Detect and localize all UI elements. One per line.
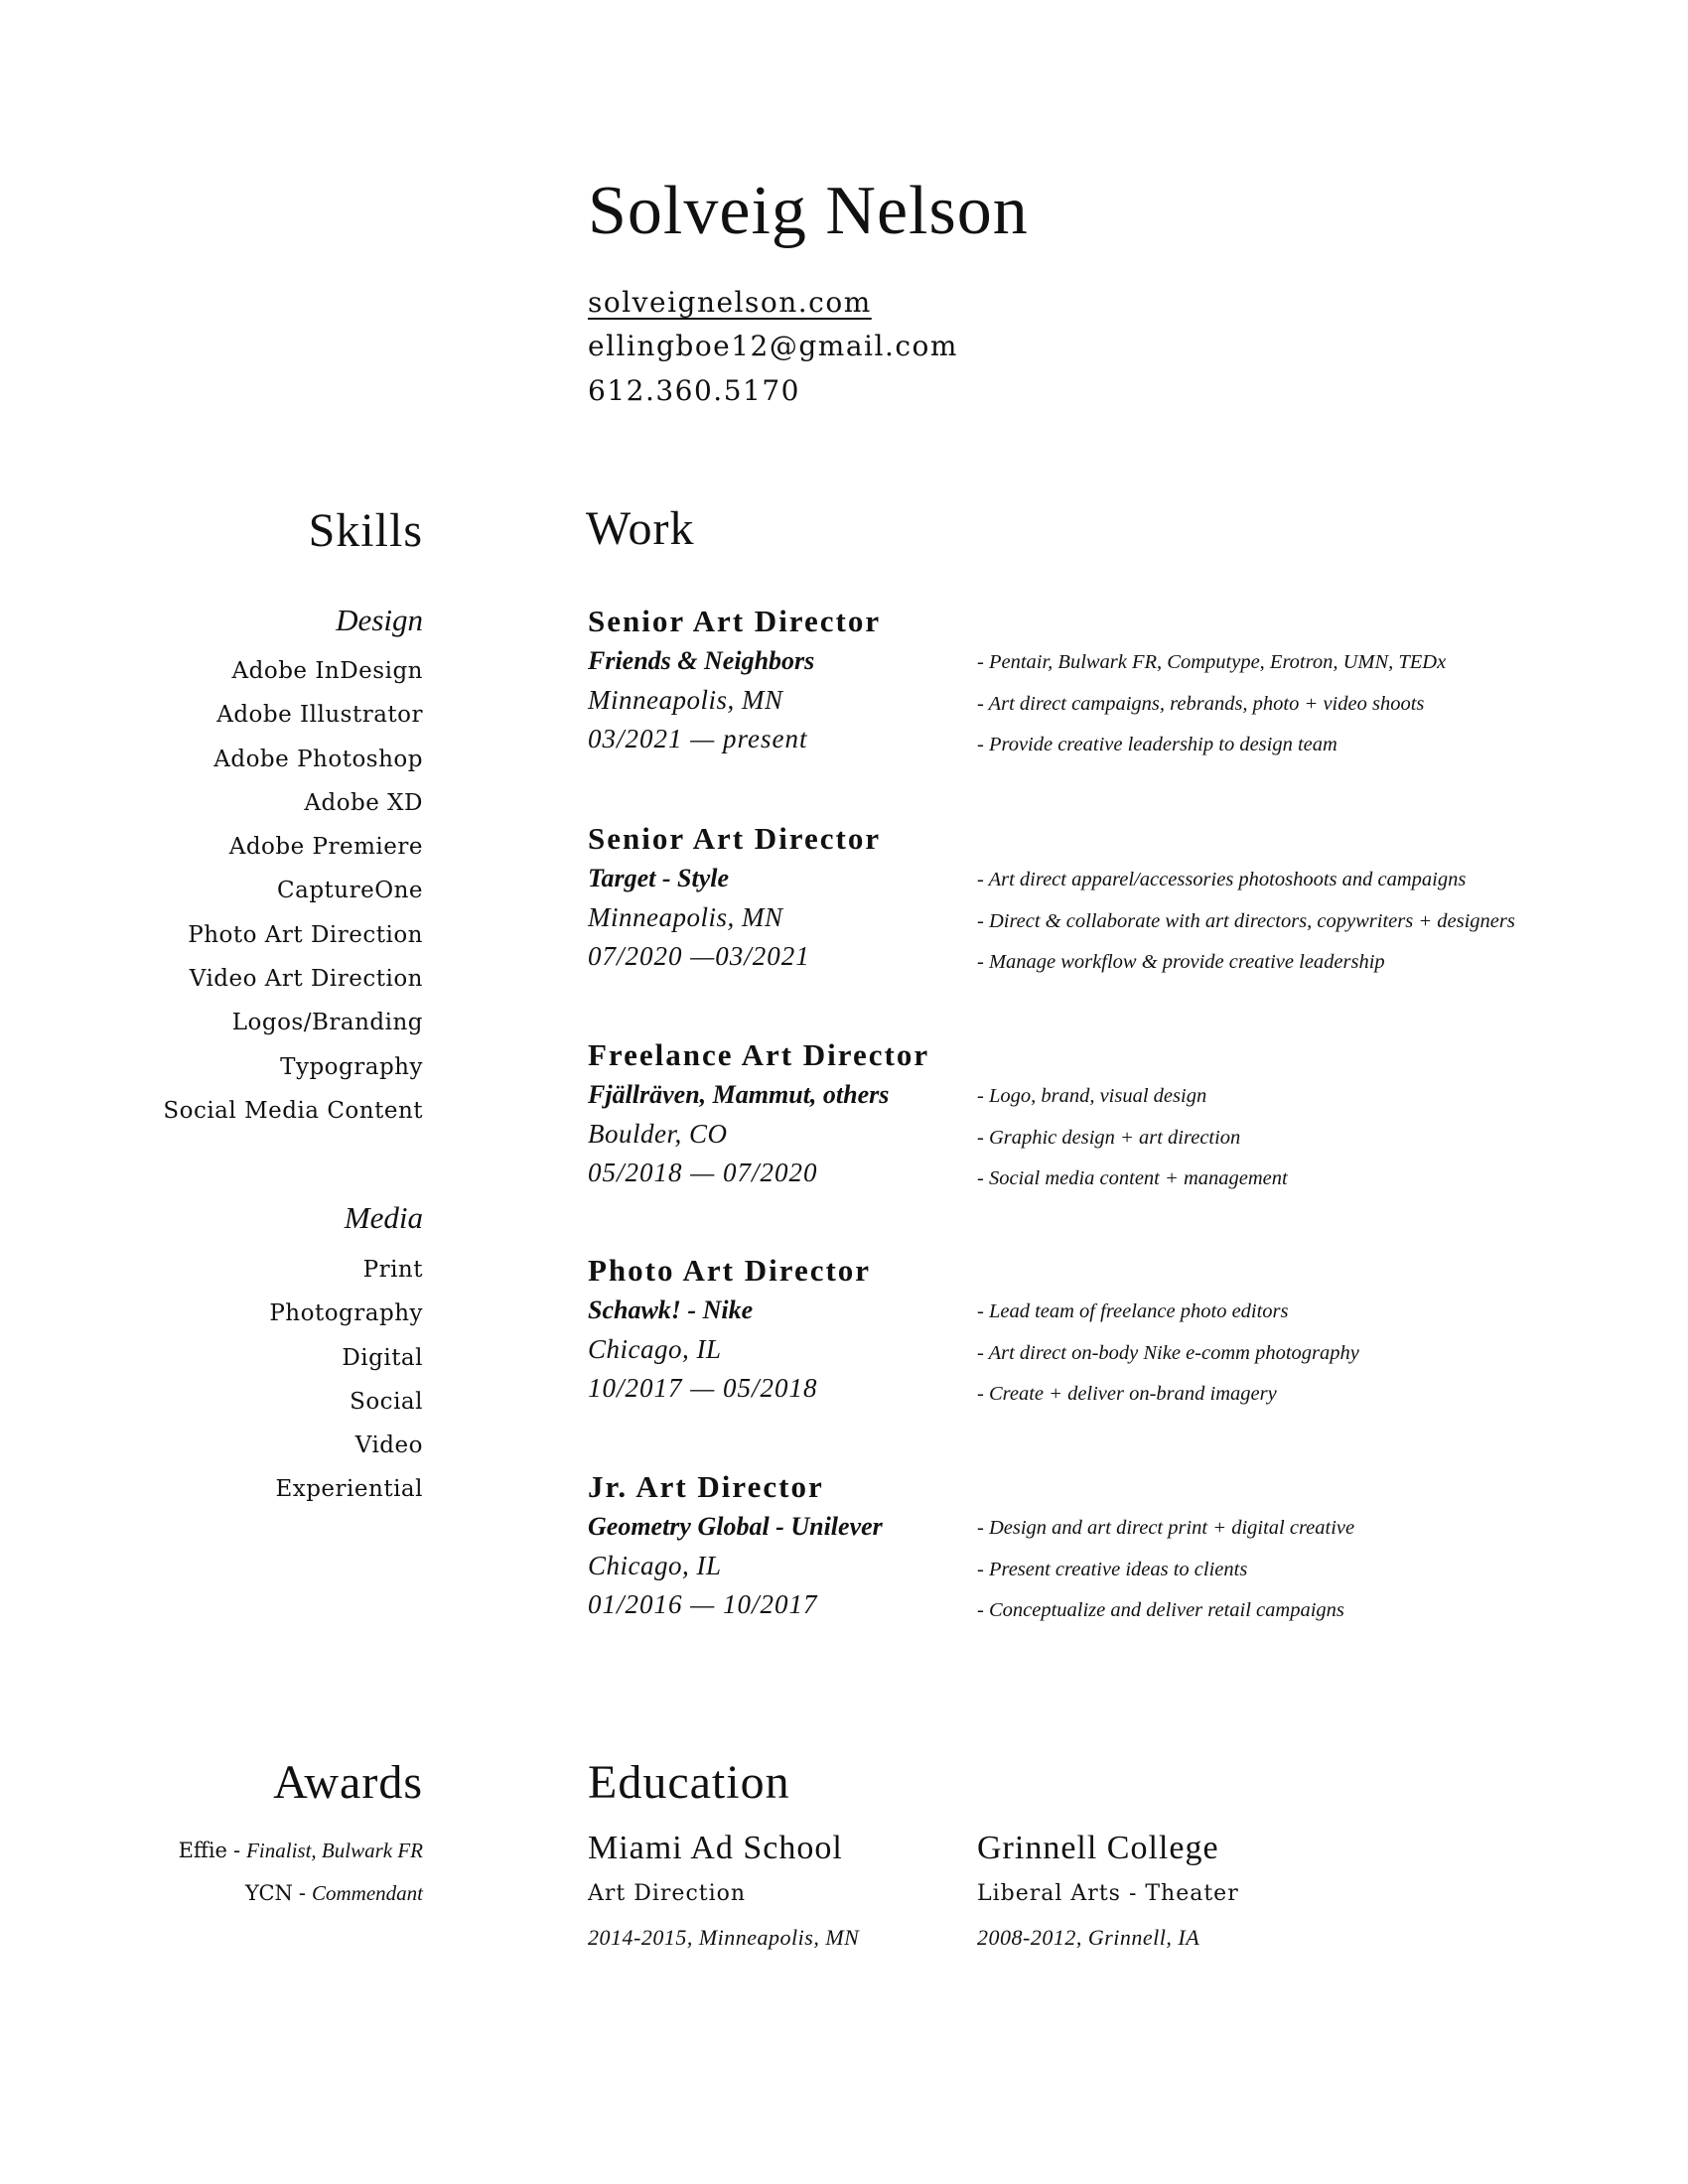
skill-item: Adobe XD bbox=[304, 789, 423, 816]
job-company: Target - Style bbox=[588, 864, 730, 892]
job-location: Minneapolis, MN bbox=[588, 685, 783, 715]
job-bullet: - Art direct campaigns, rebrands, photo + video shoots bbox=[977, 692, 1425, 715]
school-dates-location: 2014-2015, Minneapolis, MN bbox=[588, 1925, 860, 1950]
award-description: Finalist, Bulwark FR bbox=[246, 1839, 423, 1862]
design-skills-list bbox=[163, 649, 423, 1133]
skills-heading: Skills bbox=[308, 504, 423, 557]
award-item bbox=[179, 1830, 423, 1872]
skill-item: Photography bbox=[269, 1300, 423, 1327]
awards-heading: Awards bbox=[273, 1756, 423, 1809]
work-heading: Work bbox=[586, 502, 695, 555]
job-bullet: - Provide creative leadership to design team bbox=[977, 734, 1337, 755]
job-dates: 05/2018 — 07/2020 bbox=[588, 1158, 818, 1187]
job-location: Minneapolis, MN bbox=[588, 902, 783, 932]
phone-number: 612.360.5170 bbox=[588, 374, 800, 407]
job-company: Fjällräven, Mammut, others bbox=[588, 1080, 890, 1109]
skill-item: Print bbox=[362, 1257, 423, 1283]
job-company: Schawk! - Nike bbox=[588, 1296, 754, 1324]
job-bullets bbox=[977, 1081, 1288, 1205]
school-name: Miami Ad School bbox=[588, 1830, 843, 1866]
job-company: Friends & Neighbors bbox=[588, 646, 815, 675]
job-entry bbox=[588, 821, 1581, 1020]
job-title: Jr. Art Director bbox=[588, 1469, 824, 1504]
skill-item: Video Art Direction bbox=[189, 966, 423, 993]
job-dates: 07/2020 —03/2021 bbox=[588, 941, 810, 971]
job-bullet: - Present creative ideas to clients bbox=[977, 1558, 1248, 1580]
skill-item: Adobe Illustrator bbox=[216, 702, 423, 729]
education-heading: Education bbox=[588, 1756, 790, 1809]
resume-name: Solveig Nelson bbox=[588, 173, 1029, 249]
school-program: Art Direction bbox=[588, 1881, 747, 1906]
job-bullet: - Logo, brand, visual design bbox=[977, 1085, 1207, 1107]
media-skills-list bbox=[269, 1248, 423, 1512]
skill-item: Adobe Premiere bbox=[228, 834, 423, 861]
skill-item: Logos/Branding bbox=[231, 1010, 423, 1036]
awards-list bbox=[179, 1830, 423, 1915]
job-bullets bbox=[977, 1297, 1359, 1421]
job-title: Senior Art Director bbox=[588, 604, 882, 638]
skill-item: CaptureOne bbox=[277, 878, 423, 904]
job-title: Senior Art Director bbox=[588, 821, 882, 856]
job-bullet: - Direct & collaborate with art directors, copywriters + designers bbox=[977, 909, 1515, 932]
website-link[interactable]: solveignelson.com bbox=[588, 286, 872, 319]
job-bullet: - Graphic design + art direction bbox=[977, 1126, 1241, 1149]
design-category-label: Design bbox=[336, 603, 423, 637]
job-entry bbox=[588, 1253, 1581, 1451]
school-program: Liberal Arts - Theater bbox=[977, 1881, 1239, 1906]
award-name: Effie bbox=[178, 1839, 227, 1862]
job-location: Chicago, IL bbox=[588, 1334, 722, 1364]
skill-item: Video bbox=[354, 1433, 423, 1459]
job-title: Freelance Art Director bbox=[588, 1037, 930, 1072]
skill-item: Adobe Photoshop bbox=[213, 746, 423, 772]
skill-item: Adobe InDesign bbox=[231, 658, 423, 684]
job-bullet: - Manage workflow & provide creative leadership bbox=[977, 951, 1385, 973]
job-bullets bbox=[977, 647, 1446, 771]
job-location: Chicago, IL bbox=[588, 1551, 722, 1580]
skill-item: Photo Art Direction bbox=[188, 921, 423, 948]
school-dates-location: 2008-2012, Grinnell, IA bbox=[977, 1925, 1200, 1950]
job-bullets bbox=[977, 865, 1515, 989]
job-dates: 01/2016 — 10/2017 bbox=[588, 1589, 818, 1619]
job-bullet: - Lead team of freelance photo editors bbox=[977, 1300, 1289, 1322]
job-dates: 10/2017 — 05/2018 bbox=[588, 1373, 818, 1403]
job-bullet: - Conceptualize and deliver retail campaigns bbox=[977, 1599, 1344, 1621]
job-title: Photo Art Director bbox=[588, 1253, 872, 1288]
education-entry bbox=[977, 1827, 1335, 1958]
job-bullet: - Art direct on-body Nike e-comm photography bbox=[977, 1341, 1359, 1364]
job-company: Geometry Global - Unilever bbox=[588, 1512, 883, 1541]
award-item bbox=[179, 1872, 423, 1915]
education-entry bbox=[588, 1827, 945, 1958]
email-address: ellingboe12@gmail.com bbox=[588, 330, 958, 362]
school-name: Grinnell College bbox=[977, 1830, 1219, 1866]
job-entry bbox=[588, 1469, 1581, 1668]
media-category-label: Media bbox=[344, 1200, 423, 1235]
job-location: Boulder, CO bbox=[588, 1119, 728, 1149]
job-bullet: - Pentair, Bulwark FR, Computype, Erotron, UMN, TEDx bbox=[977, 651, 1447, 673]
job-entry bbox=[588, 1037, 1581, 1236]
job-bullet: - Create + deliver on-brand imagery bbox=[977, 1383, 1277, 1405]
job-dates: 03/2021 — present bbox=[588, 724, 808, 753]
job-entry bbox=[588, 604, 1581, 802]
job-bullet: - Design and art direct print + digital creative bbox=[977, 1517, 1355, 1539]
job-bullets bbox=[977, 1513, 1354, 1637]
award-name: YCN bbox=[244, 1881, 293, 1905]
award-separator: - bbox=[232, 1839, 241, 1862]
job-bullet: - Art direct apparel/accessories photoshoots and campaigns bbox=[977, 869, 1467, 890]
skill-item: Experiential bbox=[275, 1476, 423, 1503]
skill-item: Typography bbox=[280, 1053, 423, 1080]
award-description: Commendant bbox=[312, 1881, 423, 1905]
award-separator: - bbox=[298, 1881, 306, 1905]
skill-item: Digital bbox=[342, 1344, 423, 1371]
job-bullet: - Social media content + management bbox=[977, 1167, 1288, 1189]
skill-item: Social Media Content bbox=[163, 1097, 423, 1124]
skill-item: Social bbox=[350, 1388, 423, 1415]
